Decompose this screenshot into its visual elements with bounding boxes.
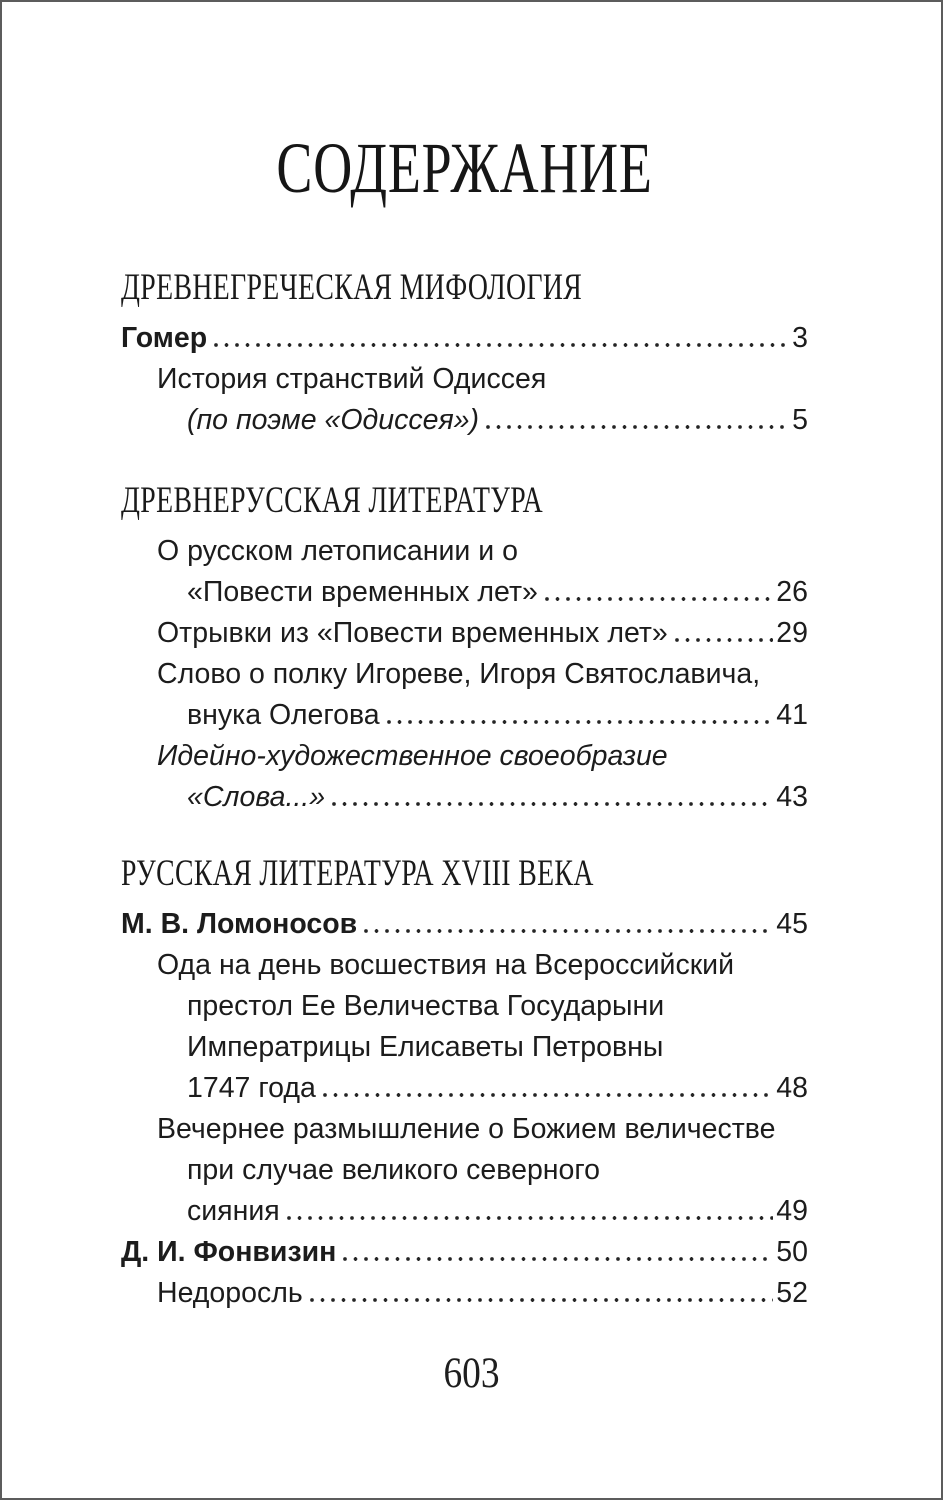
toc-row-text: М. В. Ломоносов xyxy=(121,908,358,940)
toc-row-text: Слово о полку Игореве, Игоря Святославича, xyxy=(157,658,761,690)
toc-row xyxy=(121,777,808,818)
dot-leader xyxy=(340,1250,773,1261)
page-number: 5 xyxy=(792,404,808,436)
toc-row xyxy=(121,986,808,1027)
toc xyxy=(121,266,808,1314)
toc-row xyxy=(121,736,808,777)
toc-row-text: О русском летописании и о xyxy=(157,535,518,567)
toc-row-text: Недоросль xyxy=(157,1277,303,1309)
page-number: 48 xyxy=(776,1072,808,1104)
toc-row xyxy=(121,359,808,400)
toc-content xyxy=(121,128,808,1314)
toc-row xyxy=(121,318,808,359)
toc-row xyxy=(121,904,808,945)
page-number: 26 xyxy=(776,576,808,608)
dot-leader xyxy=(211,336,789,347)
dot-leader xyxy=(361,922,773,933)
toc-row-text: 1747 года xyxy=(187,1072,316,1104)
toc-row-text: Гомер xyxy=(121,322,208,354)
page-number: 45 xyxy=(776,908,808,940)
toc-row-text: Вечернее размышление о Божием величестве xyxy=(157,1113,776,1145)
page-number: 50 xyxy=(776,1236,808,1268)
toc-row xyxy=(121,1232,808,1273)
toc-row xyxy=(121,945,808,986)
toc-row xyxy=(121,613,808,654)
footer-page-number: 603 xyxy=(443,1350,500,1397)
toc-row xyxy=(121,572,808,613)
toc-row-text: Идейно-художественное своеобразие xyxy=(157,740,668,772)
page-number: 43 xyxy=(776,781,808,813)
page-number: 29 xyxy=(776,617,808,649)
section-heading: ДРЕВНЕРУССКАЯ ЛИТЕРАТУРА xyxy=(121,480,543,521)
toc-row xyxy=(121,1109,808,1150)
toc-section xyxy=(121,479,808,818)
dot-leader xyxy=(542,590,773,601)
toc-row-text: «Слова...» xyxy=(187,781,326,813)
toc-row-text: внука Олегова xyxy=(187,699,380,731)
dot-leader xyxy=(320,1086,774,1097)
toc-row-text: Ода на день восшествия на Всероссийский xyxy=(157,949,734,981)
toc-row xyxy=(121,1191,808,1232)
dot-leader xyxy=(384,713,774,724)
toc-section xyxy=(121,266,808,441)
toc-row-text: престол Ее Величества Государыни xyxy=(187,990,665,1022)
dot-leader xyxy=(672,631,774,642)
section-heading: РУССКАЯ ЛИТЕРАТУРА XVIII ВЕКА xyxy=(121,853,594,894)
toc-row xyxy=(121,1150,808,1191)
toc-row-text: «Повести временных лет» xyxy=(187,576,538,608)
toc-row-text: Императрицы Елисаветы Петровны xyxy=(187,1031,664,1063)
page-number: 49 xyxy=(776,1195,808,1227)
toc-row xyxy=(121,1027,808,1068)
toc-row-text: Д. И. Фонвизин xyxy=(121,1236,337,1268)
page-number: 3 xyxy=(792,322,808,354)
toc-row-text: История странствий Одиссея xyxy=(157,363,547,395)
dot-leader xyxy=(307,1291,774,1302)
page-title: СОДЕРЖАНИЕ xyxy=(276,128,653,208)
page-number: 41 xyxy=(776,699,808,731)
toc-row xyxy=(121,654,808,695)
toc-row-text: при случае великого северного xyxy=(187,1154,600,1186)
toc-row-text: Отрывки из «Повести временных лет» xyxy=(157,617,668,649)
dot-leader xyxy=(483,418,789,429)
toc-row xyxy=(121,1273,808,1314)
toc-row xyxy=(121,531,808,572)
page-number: 52 xyxy=(776,1277,808,1309)
section-heading: ДРЕВНЕГРЕЧЕСКАЯ МИФОЛОГИЯ xyxy=(121,267,583,308)
toc-row-text: (по поэме «Одиссея») xyxy=(187,404,480,436)
dot-leader xyxy=(284,1209,774,1220)
toc-section xyxy=(121,852,808,1314)
toc-row-text: сияния xyxy=(187,1195,280,1227)
dot-leader xyxy=(329,795,773,806)
toc-row xyxy=(121,400,808,441)
toc-row xyxy=(121,1068,808,1109)
toc-row xyxy=(121,695,808,736)
